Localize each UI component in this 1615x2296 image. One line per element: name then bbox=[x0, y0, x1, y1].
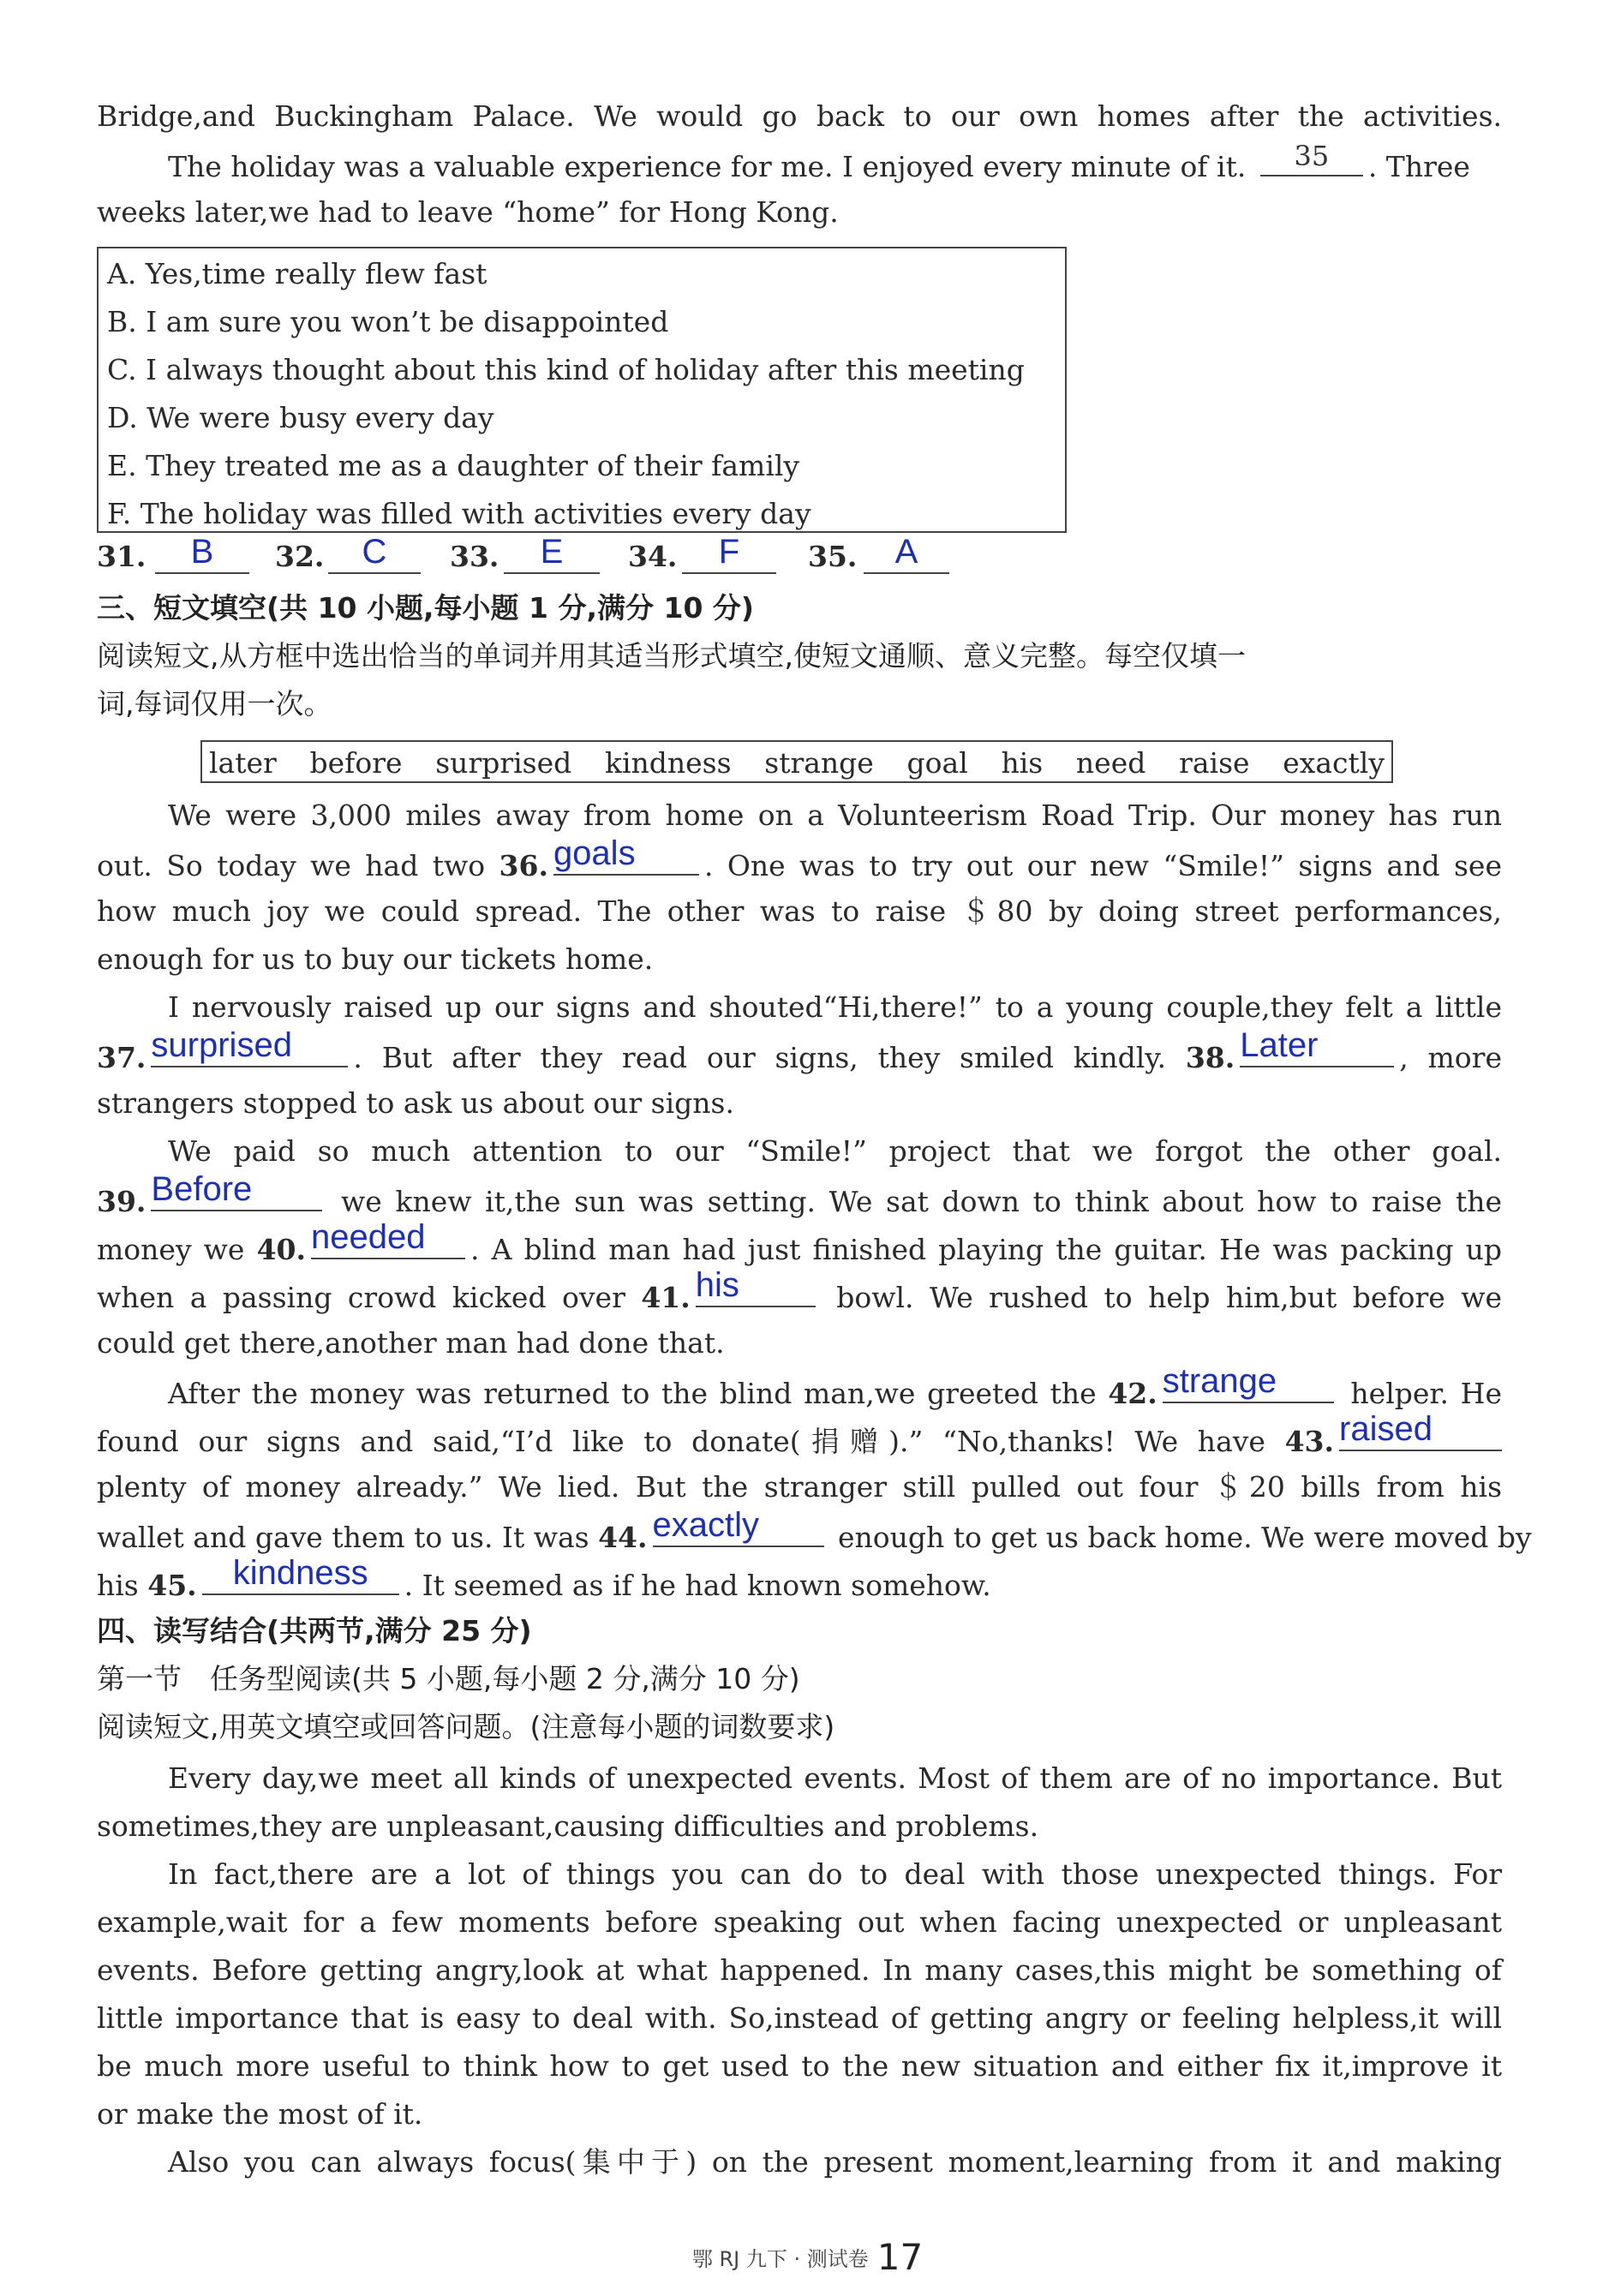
text-fragment: . A blind man had just finished playing the guitar. He was packing up bbox=[470, 1233, 1502, 1266]
text-line bbox=[97, 1410, 1502, 1466]
answer-text: raised bbox=[1339, 1410, 1433, 1448]
answer-text: A bbox=[894, 533, 918, 571]
text-line: We paid so much attention to our “Smile!” project that we forgot the other goal. bbox=[168, 1134, 1502, 1168]
answer-text: needed bbox=[311, 1218, 426, 1256]
answer-text: strange bbox=[1162, 1362, 1277, 1400]
question-number: 31. bbox=[97, 540, 147, 573]
answer-text: B bbox=[190, 533, 214, 571]
text-line bbox=[168, 141, 1502, 191]
text-fragment: The holiday was a valuable experience for me. I enjoyed every minute of it. bbox=[168, 150, 1247, 183]
question-number: 41. bbox=[641, 1281, 691, 1314]
text-line: how much joy we could spread. The other was to raise ＄80 by doing street performances, bbox=[97, 894, 1502, 928]
text-line bbox=[97, 1026, 1502, 1082]
page-footer bbox=[0, 2236, 1615, 2278]
answer-blank-35 bbox=[864, 533, 949, 574]
answer-blank-39 bbox=[151, 1170, 322, 1211]
blank-number: 35 bbox=[1294, 140, 1330, 172]
word-bank-item: surprised bbox=[435, 746, 572, 780]
text-line: We were 3,000 miles away from home on a Volunteerism Road Trip. Our money has run bbox=[168, 798, 1502, 832]
text-line: sometimes,they are unpleasant,causing difficulties and problems. bbox=[97, 1809, 1039, 1843]
answer-text: goals bbox=[553, 834, 636, 872]
text-fragment: his bbox=[97, 1569, 139, 1602]
text-fragment: After the money was returned to the blind man,we greeted the bbox=[168, 1377, 1097, 1410]
word-bank-item: strange bbox=[764, 746, 874, 780]
answer-text: his bbox=[695, 1266, 739, 1304]
text-line bbox=[97, 1266, 1502, 1322]
footer-label: 鄂 RJ 九下 · 测试卷 bbox=[691, 2247, 869, 2271]
section-3-instruction: 词,每词仅用一次。 bbox=[97, 687, 332, 720]
text-fragment: . One was to try out our new “Smile!” signs and see bbox=[703, 849, 1502, 882]
text-line: could get there,another man had done that. bbox=[97, 1326, 725, 1360]
answer-blank-31 bbox=[155, 533, 249, 574]
question-number: 39. bbox=[97, 1185, 147, 1218]
answer-blank-34 bbox=[682, 533, 776, 574]
answer-blank-42 bbox=[1162, 1362, 1334, 1403]
section-4-title: 四、读写结合(共两节,满分 25 分) bbox=[97, 1614, 532, 1647]
word-bank-item: need bbox=[1075, 746, 1146, 780]
question-number: 45. bbox=[147, 1569, 197, 1602]
word-bank-item: goal bbox=[906, 746, 968, 780]
text-fragment: . It seemed as if he had known somehow. bbox=[404, 1569, 991, 1602]
option-d: D. We were busy every day bbox=[107, 401, 494, 434]
text-fragment: when a passing crowd kicked over bbox=[97, 1281, 625, 1314]
answer-blank-36 bbox=[553, 834, 699, 876]
option-f: F. The holiday was filled with activities every day bbox=[107, 497, 811, 530]
text-fragment: out. So today we had two bbox=[97, 849, 486, 882]
answer-blank-35-inline bbox=[1260, 141, 1363, 176]
word-bank-item: before bbox=[309, 746, 403, 780]
text-line: events. Before getting angry,look at what happened. In many cases,this might be something of bbox=[97, 1953, 1502, 1987]
text-fragment: . Three bbox=[1367, 150, 1470, 183]
question-number: 37. bbox=[97, 1041, 147, 1074]
text-fragment: helper. He bbox=[1350, 1377, 1502, 1410]
answer-text: C bbox=[362, 533, 387, 571]
text-line: example,wait for a few moments before speaking out when facing unexpected or unpleasant bbox=[97, 1905, 1502, 1939]
text-line: be much more useful to think how to get used to the new situation and either fix it,improve it bbox=[97, 2049, 1502, 2083]
question-number: 34. bbox=[628, 540, 678, 573]
text-line: strangers stopped to ask us about our signs. bbox=[97, 1086, 734, 1120]
answer-text: E bbox=[540, 533, 564, 571]
text-fragment: we knew it,the sun was setting. We sat down to think about how to raise the bbox=[341, 1185, 1502, 1218]
answer-blank-44 bbox=[652, 1506, 824, 1547]
word-bank-item: raise bbox=[1179, 746, 1250, 780]
answer-blank-32 bbox=[328, 533, 421, 574]
text-line: Every day,we meet all kinds of unexpected events. Most of them are of no importance. But bbox=[168, 1761, 1502, 1795]
answer-blank-40 bbox=[311, 1218, 465, 1259]
question-number: 35. bbox=[808, 540, 858, 573]
text-fragment: found our signs and said,“I’d like to donate(捐赠).” “No,thanks! We have bbox=[97, 1425, 1265, 1458]
answer-text: Later bbox=[1240, 1026, 1319, 1064]
text-line: In fact,there are a lot of things you can do to deal with those unexpected things. For bbox=[168, 1857, 1502, 1891]
question-number: 36. bbox=[499, 849, 548, 882]
option-b: B. I am sure you won’t be disappointed bbox=[107, 305, 669, 338]
answer-blank-38 bbox=[1240, 1026, 1394, 1067]
answer-text: surprised bbox=[151, 1026, 292, 1064]
answer-text: Before bbox=[151, 1170, 253, 1208]
text-line: weeks later,we had to leave “home” for Hong Kong. bbox=[97, 195, 839, 229]
text-fragment: . But after they read our signs, they smiled kindly. bbox=[353, 1041, 1167, 1074]
answer-blank-37 bbox=[151, 1026, 348, 1067]
text-line bbox=[168, 1362, 1502, 1418]
option-c: C. I always thought about this kind of holiday after this meeting bbox=[107, 353, 1025, 386]
answer-text: exactly bbox=[652, 1506, 759, 1544]
question-number: 42. bbox=[1108, 1377, 1157, 1410]
text-line bbox=[97, 834, 1502, 890]
answer-blank-41 bbox=[695, 1266, 816, 1307]
answer-blank-33 bbox=[504, 533, 600, 574]
question-number: 38. bbox=[1185, 1041, 1235, 1074]
answer-blank-43 bbox=[1339, 1410, 1502, 1451]
section-3-instruction: 阅读短文,从方框中选出恰当的单词并用其适当形式填空,使短文通顺、意义完整。每空仅填一 bbox=[97, 639, 1246, 673]
option-e: E. They treated me as a daughter of their family bbox=[107, 449, 800, 482]
text-line: Also you can always focus(集中于) on the present moment,learning from it and making bbox=[168, 2145, 1502, 2179]
text-line: Bridge,and Buckingham Palace. We would go back to our own homes after the activities. bbox=[97, 99, 1502, 133]
text-line bbox=[97, 1554, 1502, 1610]
question-number: 44. bbox=[598, 1521, 648, 1554]
text-fragment: bowl. We rushed to help him,but before we bbox=[836, 1281, 1502, 1314]
question-number: 32. bbox=[275, 540, 325, 573]
text-fragment: money we bbox=[97, 1233, 245, 1266]
text-line bbox=[97, 1170, 1502, 1226]
text-fragment: wallet and gave them to us. It was bbox=[97, 1521, 589, 1554]
word-bank-item: later bbox=[209, 746, 277, 780]
section-3-title: 三、短文填空(共 10 小题,每小题 1 分,满分 10 分) bbox=[97, 591, 754, 625]
text-line: plenty of money already.” We lied. But the stranger still pulled out four ＄20 bills from his bbox=[97, 1470, 1502, 1504]
text-fragment: enough to get us back home. We were moved by bbox=[838, 1521, 1532, 1554]
word-bank-item: kindness bbox=[604, 746, 732, 780]
answer-text: kindness bbox=[232, 1554, 368, 1592]
question-number: 43. bbox=[1284, 1425, 1334, 1458]
section-4-subtitle: 第一节 任务型阅读(共 5 小题,每小题 2 分,满分 10 分) bbox=[97, 1662, 800, 1695]
page-number: 17 bbox=[876, 2236, 924, 2278]
text-line: or make the most of it. bbox=[97, 2097, 423, 2131]
text-line: little importance that is easy to deal with. So,instead of getting angry or feeling helpless,it will bbox=[97, 2001, 1502, 2035]
word-bank-item: exactly bbox=[1283, 746, 1385, 780]
option-a: A. Yes,time really flew fast bbox=[107, 257, 487, 290]
options-box bbox=[97, 247, 1067, 533]
section-4-instruction: 阅读短文,用英文填空或回答问题。(注意每小题的词数要求) bbox=[97, 1710, 835, 1743]
question-number: 40. bbox=[256, 1233, 306, 1266]
word-bank-box bbox=[200, 740, 1393, 783]
question-number: 33. bbox=[450, 540, 499, 573]
answer-blank-45 bbox=[202, 1554, 399, 1595]
text-line bbox=[97, 1218, 1502, 1274]
text-line: I nervously raised up our signs and shouted“Hi,there!” to a young couple,they felt a little bbox=[168, 990, 1502, 1024]
text-line: enough for us to buy our tickets home. bbox=[97, 942, 654, 976]
text-fragment: , more bbox=[1399, 1041, 1502, 1074]
word-bank-item: his bbox=[1001, 746, 1044, 780]
answer-text: F bbox=[718, 533, 740, 571]
